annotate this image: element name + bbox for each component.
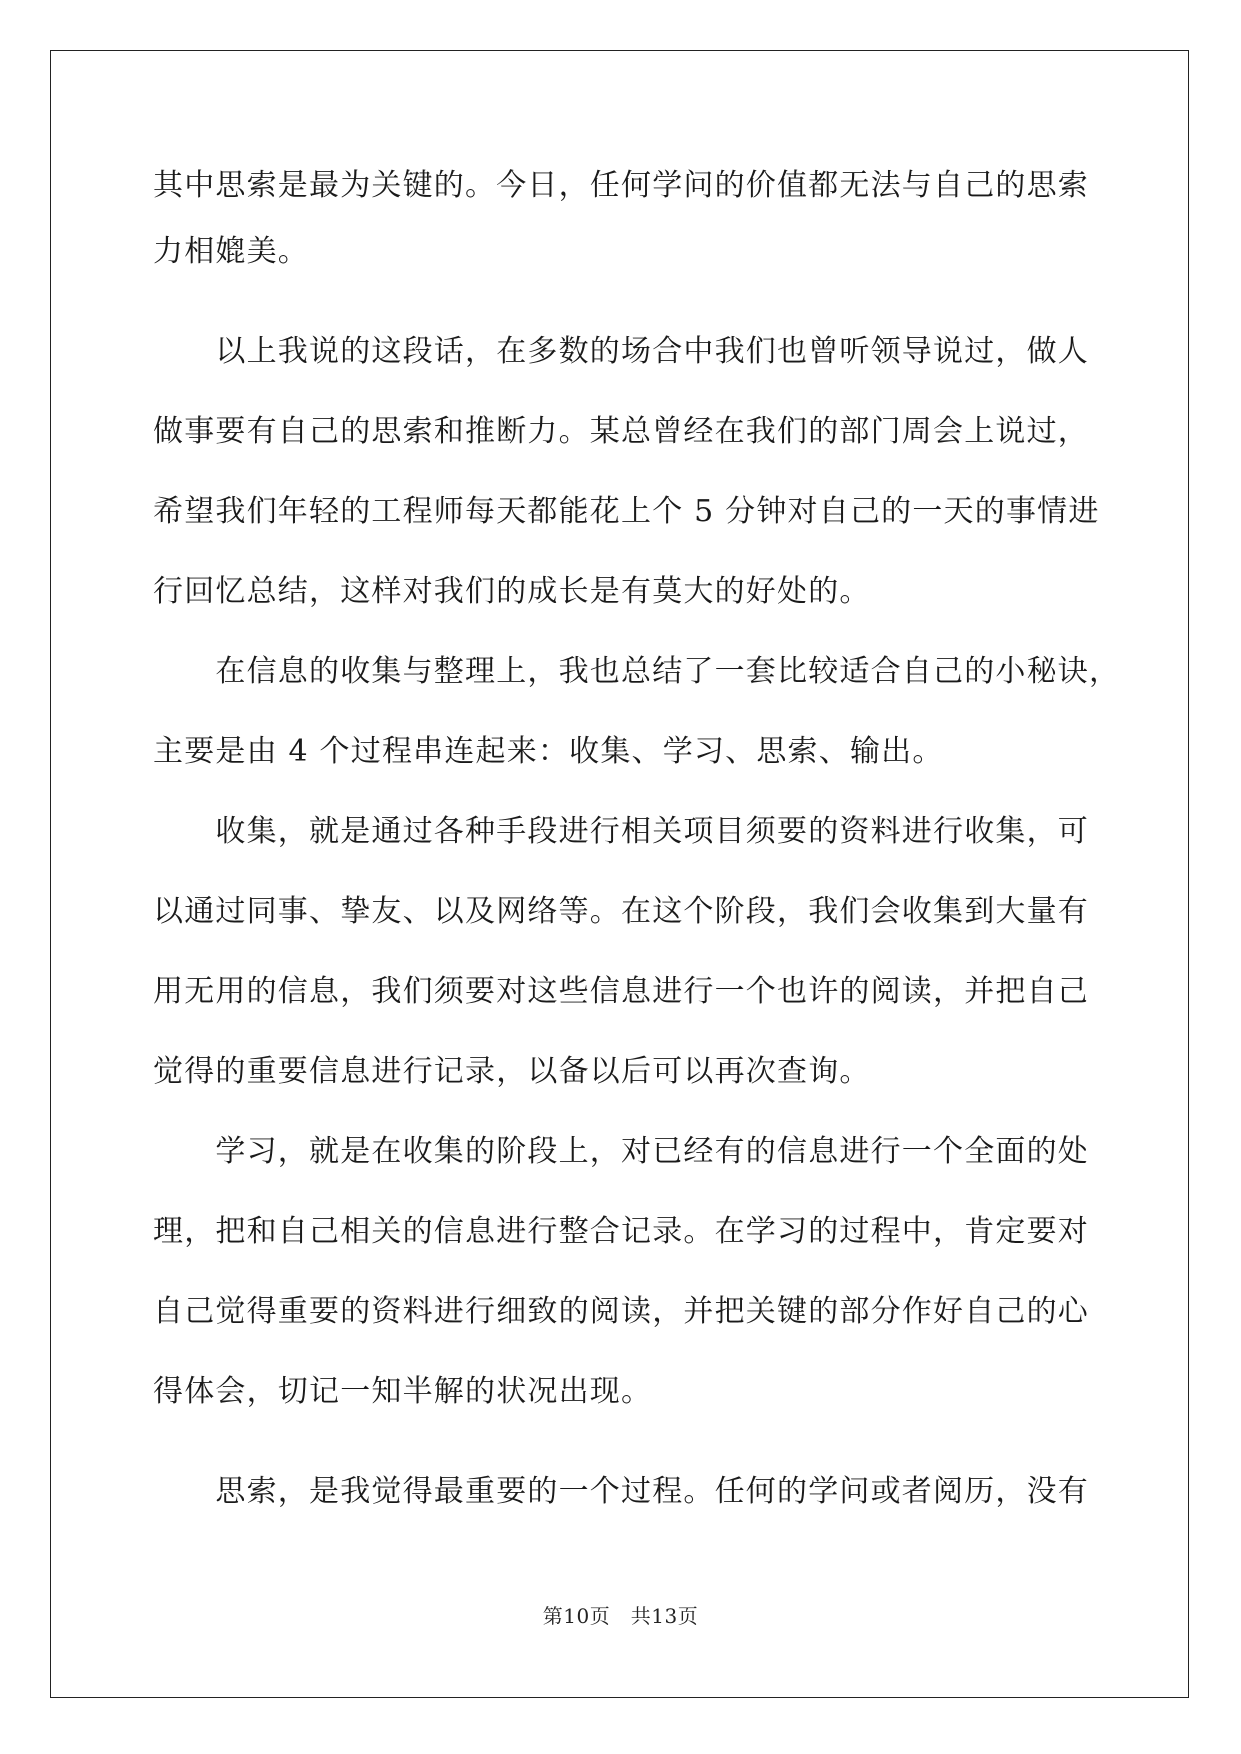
text-line: 做事要有自己的思索和推断力。某总曾经在我们的部门周会上说过， [153,414,1089,449]
page-border [50,50,1189,1698]
text-line: 希望我们年轻的工程师每天都能花上个 5 分钟对自己的一天的事情进 [153,494,1100,529]
text-line: 收集，就是通过各种手段进行相关项目须要的资料进行收集，可 [153,814,1089,849]
page-number: 第10页 共13页 [542,1604,699,1628]
text-line: 其中思索是最为关键的。今日，任何学问的价值都无法与自己的思索 [153,168,1089,203]
text-line: 以通过同事、挚友、以及网络等。在这个阶段，我们会收集到大量有 [153,894,1089,929]
text-line: 理，把和自己相关的信息进行整合记录。在学习的过程中，肯定要对 [153,1214,1089,1249]
text-line: 觉得的重要信息进行记录，以备以后可以再次查询。 [153,1054,871,1089]
text-line: 自己觉得重要的资料进行细致的阅读，并把关键的部分作好自己的心 [153,1294,1089,1329]
text-line: 用无用的信息，我们须要对这些信息进行一个也许的阅读，并把自己 [153,974,1089,1009]
text-line: 得体会，切记一知半解的状况出现。 [153,1374,653,1409]
text-line: 主要是由 4 个过程串连起来：收集、学习、思索、输出。 [153,734,944,769]
text-line: 思索，是我觉得最重要的一个过程。任何的学问或者阅历，没有 [153,1474,1089,1509]
text-line: 力相媲美。 [153,234,309,269]
text-line: 在信息的收集与整理上，我也总结了一套比较适合自己的小秘诀， [153,654,1121,689]
text-line: 学习，就是在收集的阶段上，对已经有的信息进行一个全面的处 [153,1134,1089,1169]
text-line: 行回忆总结，这样对我们的成长是有莫大的好处的。 [153,574,871,609]
text-line: 以上我说的这段话，在多数的场合中我们也曾听领导说过，做人 [153,334,1089,369]
